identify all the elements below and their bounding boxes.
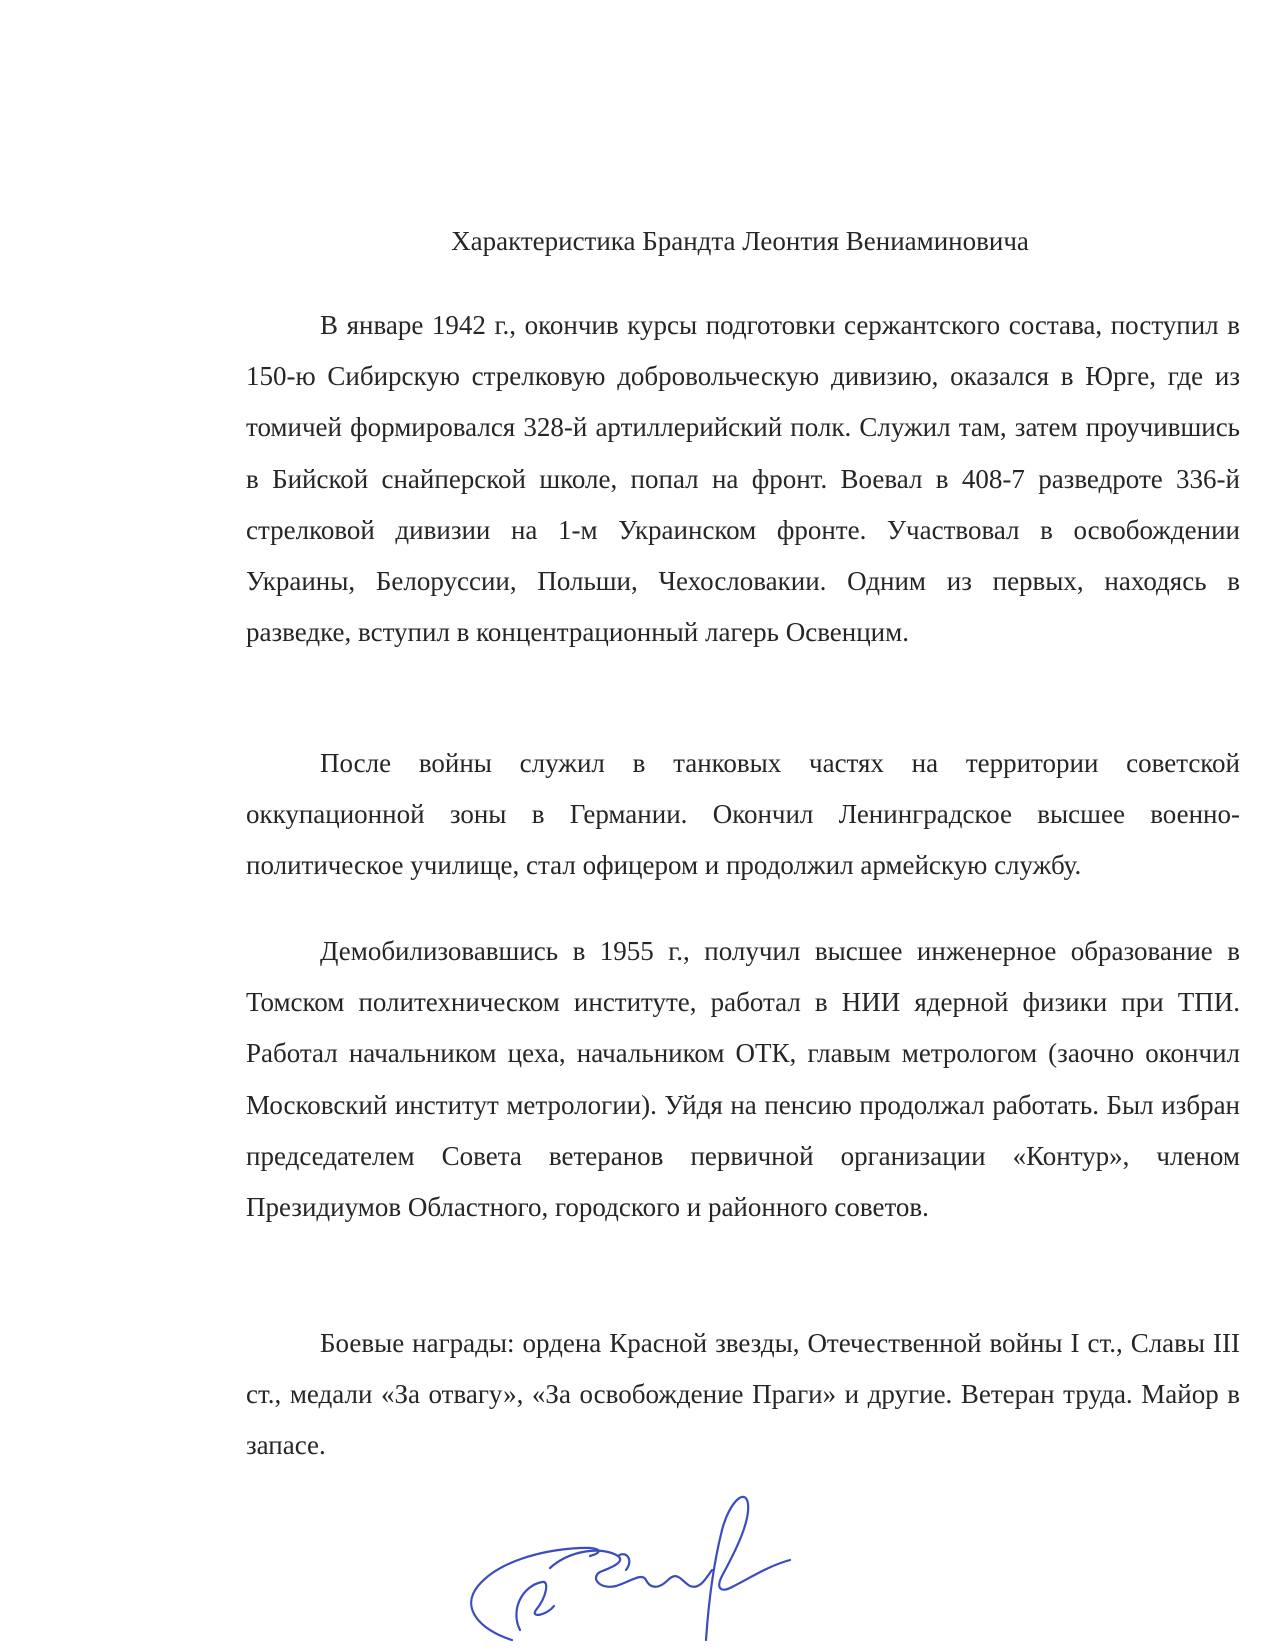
paragraph-civilian-career: Демобилизовавшись в 1955 г., получил высшее инженерное образование в Томском политехническом институте, работал в НИИ ядерной физики при ТПИ. Работал начальником цеха, начальником ОТК, главым метрологом (заочно окончил Московский институт метрологии). Уйдя на пенсию продолжал работать. Был избран председателем Совета ветеранов первичной организации «Контур», членом Президиумов Областного, городского и районного советов. (246, 936, 1240, 1223)
paragraph-awards: Боевые награды: ордена Красной звезды, Отечественной войны I ст., Славы III ст., медали «За отвагу», «За освобождение Праги» и другие. Ветеран труда. Майор в запасе. (246, 1328, 1240, 1461)
handwritten-signature-icon (450, 1490, 830, 1650)
paragraph-military-service: В январе 1942 г., окончив курсы подготовки сержантского состава, поступил в 150-ю Сибирскую стрелковую добровольческую дивизию, оказался в Юрге, где из томичей формировался 328-й артиллерийский полк. Служил там, затем проучившись в Бийской снайперской школе, попал на фронт. Воевал в 408-7 разведроте 336-й стрелковой дивизии на 1-м Украинском фронте. Участвовал в освобождении Украины, Белоруссии, Польши, Чехословакии. Одним из первых, находясь в разведке, вступил в концентрационный лагерь Освенцим. (246, 310, 1240, 648)
document-title: Характеристика Брандта Леонтия Вениаминовича (451, 226, 1029, 256)
paragraph-post-war-service: После войны служил в танковых частях на территории советской оккупационной зоны в Германии. Окончил Ленинградское высшее военно-политическое училище, стал офицером и продолжил армейскую службу. (246, 748, 1240, 881)
